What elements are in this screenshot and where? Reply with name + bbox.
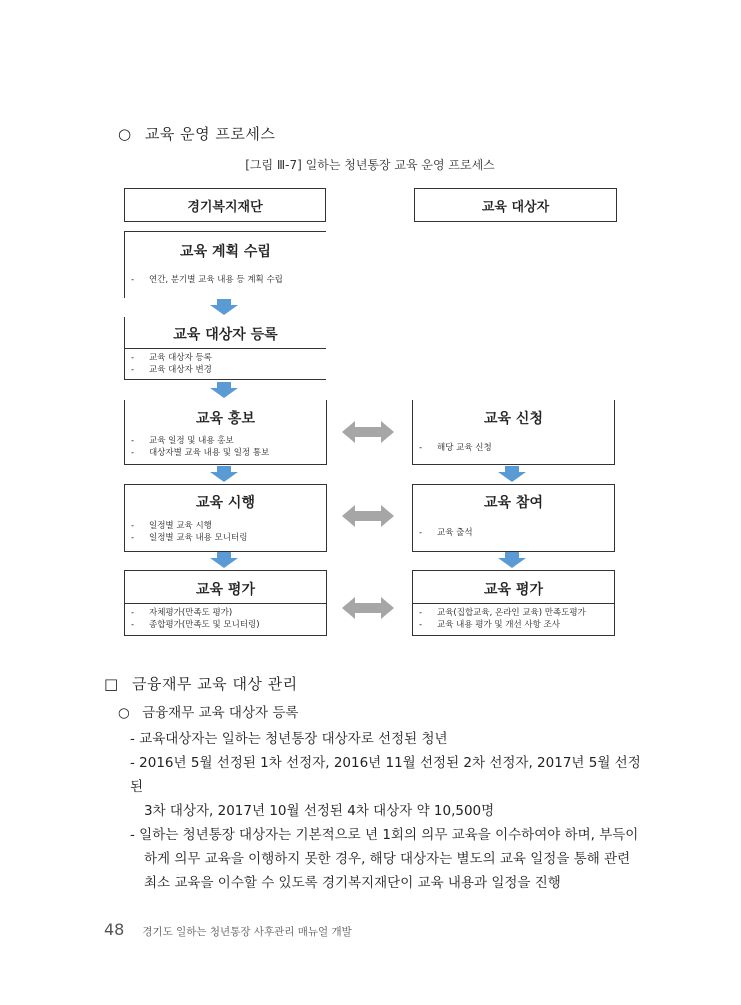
stage-title: 교육 평가 bbox=[484, 582, 543, 598]
list-item: - 교육(집합교육, 온라인 교육) 만족도평가 bbox=[419, 608, 586, 618]
stage-title: 교육 신청 bbox=[484, 411, 543, 427]
section-heading-process bbox=[118, 123, 275, 144]
list-item: - 교육 일정 및 내용 홍보 bbox=[131, 436, 234, 446]
stage-plan bbox=[124, 231, 326, 298]
page-footer bbox=[104, 920, 352, 939]
down-arrow-icon bbox=[210, 552, 238, 568]
circle-bullet: ○ bbox=[118, 705, 130, 721]
list-item: - 연간, 분기별 교육 내용 등 계획 수립 bbox=[131, 275, 283, 285]
circle-bullet: ○ bbox=[118, 125, 132, 143]
stage-items bbox=[419, 527, 473, 539]
subsection-heading bbox=[118, 701, 298, 725]
stage-items bbox=[131, 520, 247, 544]
page-number: 48 bbox=[104, 920, 125, 939]
body-paragraphs bbox=[130, 727, 650, 895]
stage-apply bbox=[412, 400, 615, 465]
stage-execution bbox=[124, 484, 327, 552]
stage-items bbox=[419, 442, 492, 454]
section-heading-management bbox=[104, 673, 298, 694]
stage-evaluation-left bbox=[124, 570, 327, 636]
stage-evaluation-right bbox=[412, 570, 615, 636]
list-item: - 종합평가(만족도 및 모니터링) bbox=[131, 620, 260, 630]
header-education-target: 교육 대상자 bbox=[414, 188, 617, 222]
body-line: - 일하는 청년통장 대상자는 기본적으로 년 1회의 의무 교육을 이수하여야 하며, 부득이 bbox=[130, 827, 639, 843]
stage-register bbox=[124, 317, 326, 380]
stage-promotion bbox=[124, 400, 327, 465]
figure-caption: [그림 Ⅲ-7] 일하는 청년통장 교육 운영 프로세스 bbox=[245, 158, 495, 172]
section-title: 교육 운영 프로세스 bbox=[144, 125, 276, 143]
subsection-title: 금융재무 교육 대상자 등록 bbox=[142, 705, 299, 721]
body-line: 하게 의무 교육을 이행하지 못한 경우, 해당 대상자는 별도의 교육 일정을 통해 관련 bbox=[144, 851, 631, 867]
down-arrow-icon bbox=[210, 466, 238, 482]
down-arrow-icon bbox=[210, 299, 238, 315]
list-item: - 일정별 교육 내용 모니터링 bbox=[131, 533, 248, 543]
list-item: - 교육 내용 평가 및 개선 사항 조사 bbox=[419, 620, 560, 630]
footer-title: 경기도 일하는 청년통장 사후관리 매뉴얼 개발 bbox=[142, 926, 352, 938]
stage-title: 교육 평가 bbox=[196, 582, 255, 598]
stage-items bbox=[131, 435, 269, 459]
list-item: - 교육 대상자 변경 bbox=[131, 365, 212, 375]
down-arrow-icon bbox=[498, 552, 526, 568]
body-line: 3차 대상자, 2017년 10월 선정된 4차 대상자 약 10,500명 bbox=[144, 803, 495, 819]
square-bullet: □ bbox=[104, 675, 119, 693]
body-line: 최소 교육을 이수할 수 있도록 경기복지재단이 교육 내용과 일정을 진행 bbox=[144, 875, 561, 891]
header-gyeonggi-welfare: 경기복지재단 bbox=[124, 188, 326, 222]
body-line: - 교육대상자는 일하는 청년통장 대상자로 선정된 청년 bbox=[130, 731, 448, 747]
list-item: - 대상자별 교육 내용 및 일정 통보 bbox=[131, 448, 270, 458]
list-item: - 교육 출석 bbox=[419, 528, 473, 538]
list-item: - 일정별 교육 시행 bbox=[131, 521, 212, 531]
down-arrow-icon bbox=[210, 382, 238, 398]
down-arrow-icon bbox=[498, 466, 526, 482]
stage-participation bbox=[412, 484, 615, 552]
section-title: 금융재무 교육 대상 관리 bbox=[131, 675, 298, 693]
stage-items bbox=[131, 274, 283, 286]
stage-title: 교육 홍보 bbox=[196, 411, 255, 427]
body-line: - 2016년 5월 선정된 1차 선정자, 2016년 11월 선정된 2차 선정자, 2017년 5월 선정된 bbox=[130, 755, 641, 795]
stage-items bbox=[419, 607, 586, 631]
stage-title: 교육 시행 bbox=[196, 495, 255, 511]
stage-items bbox=[131, 607, 260, 631]
list-item: - 해당 교육 신청 bbox=[419, 443, 492, 453]
list-item: - 자체평가(만족도 평가) bbox=[131, 608, 233, 618]
stage-title: 교육 대상자 등록 bbox=[173, 327, 278, 343]
stage-items bbox=[131, 352, 212, 376]
list-item: - 교육 대상자 등록 bbox=[131, 353, 212, 363]
stage-title: 교육 참여 bbox=[484, 495, 543, 511]
bidirectional-arrow-icon bbox=[342, 597, 394, 619]
stage-title: 교육 계획 수립 bbox=[180, 244, 271, 260]
bidirectional-arrow-icon bbox=[342, 505, 394, 527]
bidirectional-arrow-icon bbox=[342, 421, 394, 443]
